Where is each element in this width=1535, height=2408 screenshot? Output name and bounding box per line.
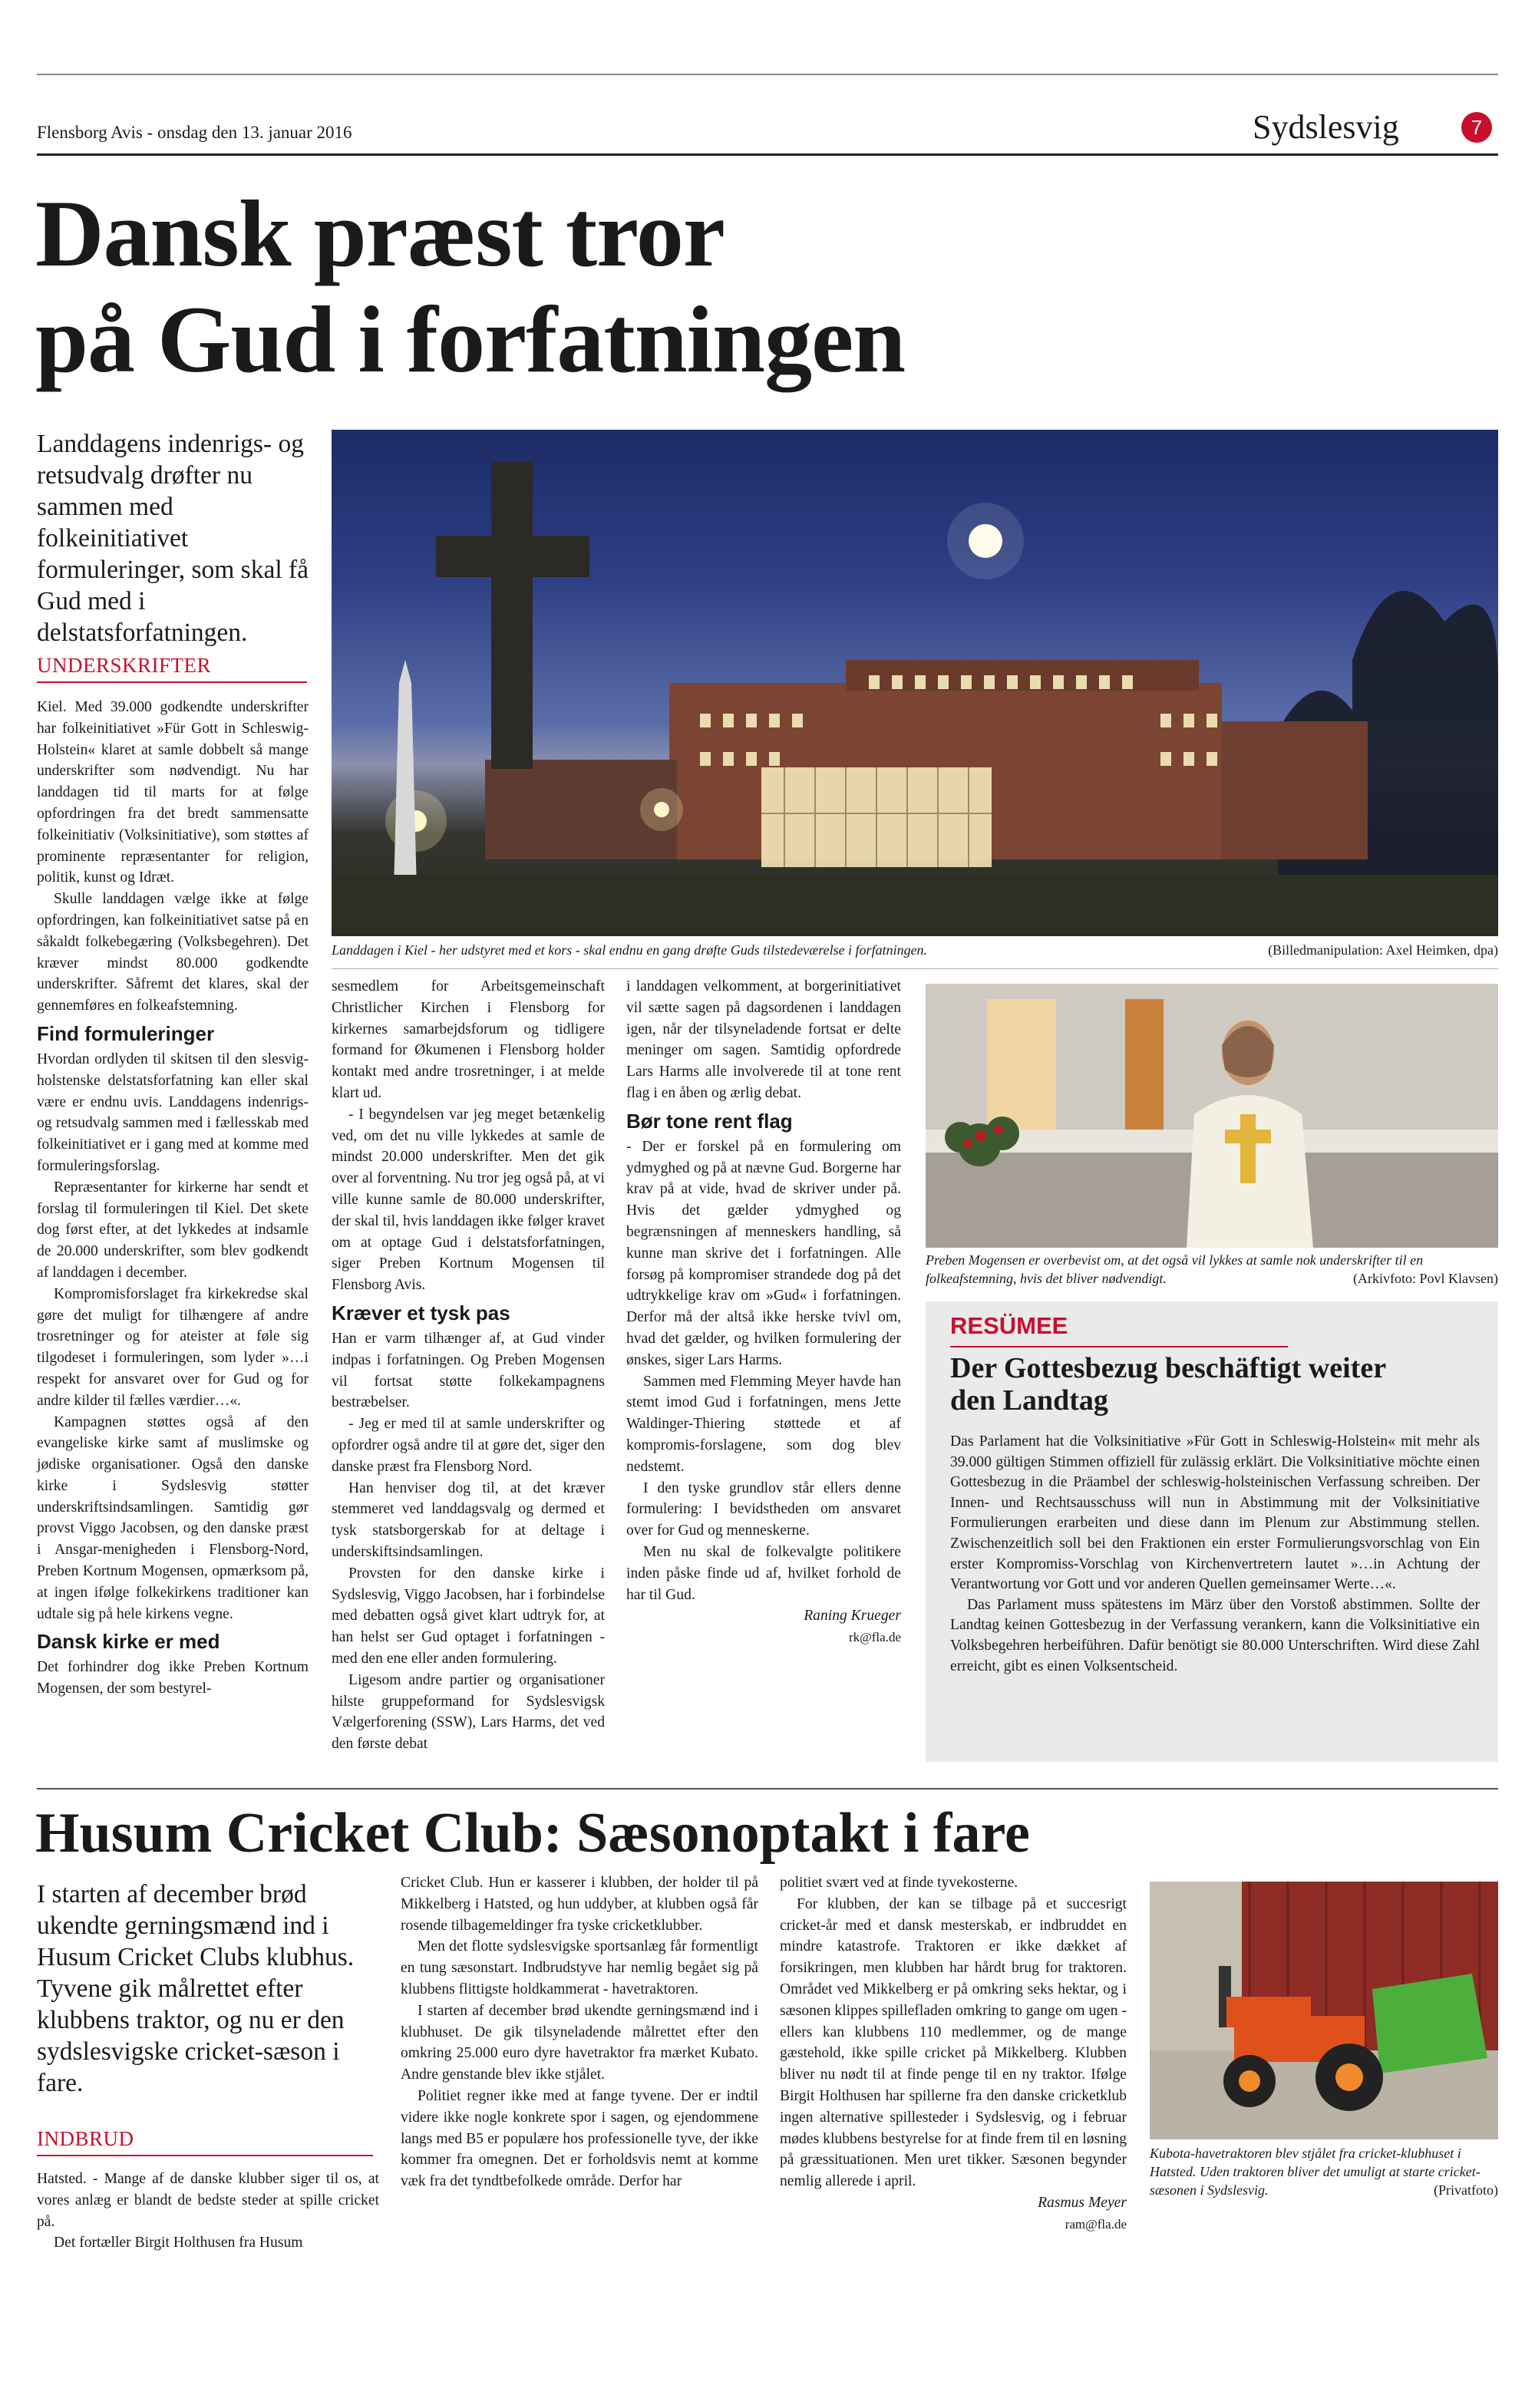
- body-paragraph: i landdagen velkomment, at borgerinitiativet vil sætte sagen på dagsordenen i landdagen igen, når der tilsyneladende fortsat er delte meninger om sagen. Samtidig opfordrede Lars Harms alle involverede til at tone rent flag i en åben og ærlig debat.: [626, 978, 901, 1101]
- tractor-illustration: [1150, 1882, 1498, 2139]
- article-separator: [37, 1788, 1498, 1790]
- photo1-caption-block: [332, 941, 1498, 959]
- photo3-caption: Kubota-havetraktoren blev stjålet fra cricket-klubhuset i Hatsted. Uden traktoren bliver det umuligt at starte cricket-sæsonen i Sydslesvig.: [1150, 2146, 1481, 2198]
- resumee-title: Der Gottesbezug beschäftigt weiter den Landtag: [950, 1352, 1386, 1417]
- body-paragraph: Kampagnen støttes også af den evangeliske kirke samt af muslimske og jødiske organisationer. Også den danske kirke i Sydslesvig støtter underskriftsindsamlingen. Samtidig gør provst Viggo Jacobsen, og den danske præst i Ansgar-menigheden i Flensborg-Nord, Preben Kortnum Mogensen, opmærksom på, at ingen ifølge folkekirkens traditioner kan udtale sig på hele kirkens vegne.: [37, 1413, 309, 1622]
- body-paragraph: politiet svært ved at finde tyvekosterne.: [780, 1875, 1018, 1891]
- body-paragraph: sesmedlem for Arbeitsgemeinschaft Christlicher Kirchen i Flensborg for kirkernes samarbejdsforum og tidligere formand for Økumenen i Flensborg holder kontakt med andre trosretninger, i at melde klart ud.: [332, 978, 605, 1101]
- photo2-caption: Preben Mogensen er overbevist om, at det også vil lykkes at samle nok underskrifter til en folkeafstemning, hvis det bliver nødvendigt.: [926, 1252, 1424, 1286]
- body-paragraph: Han henviser dog til, at det kræver stemmeret ved landdagsvalg og dermed et tysk statsborgerskab for at deltage i underskiftsindsamlingen.: [332, 1479, 605, 1560]
- body-paragraph: For klubben, der kan se tilbage på et succesrigt cricket-år med et dansk mesterskab, er indbruddet en mindre katastrofe. Traktoren er ikke dækket af forsikringen, men klubben har hårdt brug for traktoren. Området ved Mikkelberg er på omkring seks hektar, og i sæsonen klippes spillefladen omkring to gange om ugen - ellers kan klubbens 110 medlemmer, og de mange gæstehold, ikke spille cricket på Mikkelberg. Klubben bliver nu nødt til at finde penge til en ny traktor. Ifølge Birgit Holthusen har spillerne fra den danske cricketklub ingen alternative spillesteder i Sydslesvig, og i februar mødes klubbens bestyrelse for at finde frem til en løsning på græssituationen. Men uret tikker. Sæsonen begynder nemlig allerede i april.: [780, 1895, 1127, 2190]
- subheading: Find formuleringer: [37, 1021, 215, 1045]
- article1-column-3: [626, 976, 901, 1648]
- subheading: Dansk kirke er med: [37, 1630, 220, 1654]
- article2-column-1: [37, 2169, 379, 2254]
- body-paragraph: Politiet regner ikke med at fange tyvene. Der er indtil videre ikke nogle konkrete spor i sagen, og ejendommene langs med B5 er populære hos professionelle tyve, der ikke kommer fra omegnen. Det er forholdsvis nemt at komme væk fra det tyndtbefolkede område. Derfor har: [401, 2087, 758, 2190]
- article2-column-3: [780, 1872, 1127, 2235]
- photo2-credit: (Arkivfoto: Povl Klavsen): [1353, 1271, 1498, 1286]
- header-rule: [37, 153, 1498, 156]
- resumee-label: RESÜMEE: [950, 1312, 1068, 1339]
- body-paragraph: Hatsted. - Mange af de danske klubber siger til os, at vores anlæg er blandt de bedste steder at spille cricket på.: [37, 2171, 379, 2230]
- body-paragraph: Kiel. Med 39.000 godkendte underskrifter har folkeinitiativet »Für Gott in Schleswig-Holstein« klaret at samle dobbelt så mange underskrifter som nødvendigt. Nu har landdagen tid til marts for at følge opfordringen fra det bredt sammensatte folkeinitiativ (Volksinitiative), som støttes af prominente repræsentanter for religion, politik, kunst og Idræt.: [37, 699, 309, 886]
- photo3-caption-block: [1150, 2144, 1498, 2199]
- body-paragraph: - Der er forskel på en formulering om ydmyghed og på at nævne Gud. Borgerne har krav på at vide, hvad de skriver under på. Hvis det gælder ydmyghed og begrænsningen af menneskers handling, så kunne man skrive det i forfatningen. Alle forsøg på kompromiser strandede dog på det udtrykkelige krav om »Gud« i forfatningen. Derfor må der altså ikke herske tvivl om, hvad det gælder, og hvilken formulering der ønskes, siger Lars Harms.: [626, 1138, 901, 1368]
- issue-date: onsdag den 13. januar 2016: [157, 123, 352, 142]
- landtag-photo: [332, 430, 1498, 936]
- body-paragraph: Sammen med Flemming Meyer havde han stemt imod Gud i forfatningen, mens Jette Waldinger-Thiering støttede et af kompromis-forslagene, som dog blev nedstemt.: [626, 1373, 901, 1475]
- body-paragraph: Kompromisforslaget fra kirkekredse skal gøre det muligt for tilhængere af andre trosretninger og for ateister at føle sig tilgodeset i formuleringen, som lyder »…i respekt for ansvaret over for Gud og for andre kilder til fælles værdier…«.: [37, 1285, 309, 1409]
- paper-name: Flensborg Avis -: [37, 123, 157, 142]
- top-rule: [37, 74, 1498, 75]
- subheading: Bør tone rent flag: [626, 1109, 793, 1133]
- kicker-label-2: INDBRUD: [37, 2127, 134, 2150]
- body-paragraph: Repræsentanter for kirkerne har sendt et forslag til formuleringen til Kiel. Det skete dog først efter, at det lykkedes at indsamle de 20.000 underskrifter, som blev godkendt af landdagen i december.: [37, 1179, 309, 1281]
- resumee-paragraph: Das Parlament hat die Volksinitiative »Für Gott in Schleswig-Holstein« mit mehr als 39.000 gültigen Stimmen offiziell für zulässig erklärt. Die Volksinitiative möchte einen Gottesbezug in die Präambel der schleswig-holsteinischen Verfassung schreiben. Der Innen- und Rechtsausschuss will nun in Abstimmung mit der Volksinitiative Formulierungen erarbeiten und diese dann im Plenum zur Abstimmung stellen. Zwischenzeitlich soll bei den Fraktionen ein erster Formulierungsvorschlag von Ein erster Kompromiss-Vorschlag von Kirchenvertretern lautet »…in Achtung der Verantwortung vor Gott und vor anderen Quellen gemeinsamer Werte…«.: [950, 1433, 1480, 1593]
- body-paragraph: Provsten for den danske kirke i Sydslesvig, Viggo Jacobsen, har i forbindelse med debatten også givet klart udtryk for, at han helst ser Gud optaget i forfatningen - med den ene eller anden formulering.: [332, 1565, 605, 1667]
- kicker-label: UNDERSKRIFTER: [37, 654, 212, 677]
- body-paragraph: Men det flotte sydslesvigske sportsanlæg får formentligt en tung sæsonstart. Indbrudstyve har nemlig begået sig på klubbens flittigste holdkammerat - havetraktoren.: [401, 1938, 758, 1997]
- resumee-rule: [950, 1346, 1288, 1347]
- priest-photo: [926, 984, 1498, 1248]
- resumee-box: [926, 1301, 1498, 1762]
- headline-line-2: på Gud i forfatningen: [35, 287, 906, 392]
- cross-icon: [436, 462, 589, 769]
- body-paragraph: Cricket Club. Hun er kasserer i klubben, der holder til på Mikkelberg i Hatsted, og hun uddyber, at klubben også får rosende tilbagemeldinger fra tyske cricketklubber.: [401, 1875, 758, 1934]
- body-paragraph: I starten af december brød ukendte gerningsmænd ind i klubhuset. De gik tilsyneladende målrettet efter den omkring 25.000 euro dyre havetraktor fra mærket Kubato. Andre genstande blev ikke stjålet.: [401, 2002, 758, 2083]
- landtag-illustration: [332, 430, 1498, 936]
- body-paragraph: Det forhindrer dog ikke Preben Kortnum Mogensen, der som bestyrel-: [37, 1659, 309, 1697]
- lead-paragraph-2: I starten af december brød ukendte gerningsmænd ind i Husum Cricket Clubs klubhus. Tyvene gik målrettet efter klubbens traktor, og nu er den sydslesvigske cricket-sæson i fare.: [37, 1880, 355, 2097]
- author-email[interactable]: rk@fla.de: [848, 1630, 901, 1645]
- body-paragraph: Hvordan ordlyden til skitsen til den slesvig-holstenske delstatsforfatning kan eller skal være er endnu uvis. Landdagens indenrigs- og retsudvalg sammen med i fællesskab med folkeinitiativet er i gang med at komme med formuleringsforslag.: [37, 1051, 309, 1174]
- photo1-caption: Landdagen i Kiel - her udstyret med et kors - skal endnu en gang drøfte Guds tilstedeværelse i forfatningen.: [332, 942, 928, 958]
- body-paragraph: Han er varm tilhænger af, at Gud vinder indpas i forfatningen. Og Preben Mogensen vil fortsat støtte folkekampagnens bestræbelser.: [332, 1330, 605, 1411]
- body-paragraph: - I begyndelsen var jeg meget betænkelig ved, om det nu ville lykkedes at samle de mindst 20.000 underskrifter. Men det gik over al forventning. Nu tror jeg også på, at vi ville kunne samle de 80.000 underskrifter, der skal til, hvis landdagen ikke følger kravet om at optage Gud i delstatsforfatningen, siger Preben Kortnum Mogensen til Flensborg Avis.: [332, 1106, 605, 1294]
- headline-line-1: Dansk præst tror: [35, 181, 725, 286]
- lead-paragraph: Landdagens indenrigs- og retsudvalg drøfter nu sammen med folkeinitiativet formuleringer, som skal få Gud med i delstatsforfatningen.: [37, 430, 309, 647]
- photo2-caption-block: [926, 1251, 1498, 1288]
- resumee-body: [950, 1432, 1480, 1677]
- article1-column-2: [332, 976, 605, 1755]
- mower-attachment: [1372, 1974, 1487, 2073]
- body-paragraph: Det fortæller Birgit Holthusen fra Husum: [54, 2235, 303, 2251]
- headline-2: Husum Cricket Club: Sæsonoptakt i fare: [35, 1802, 1030, 1865]
- photo1-credit: (Billedmanipulation: Axel Heimken, dpa): [1268, 942, 1498, 958]
- masthead-line: [37, 123, 352, 143]
- caption-rule: [332, 968, 1498, 969]
- article2-column-2: [401, 1872, 758, 2192]
- headline: [35, 181, 905, 393]
- photo3-credit: (Privatfoto): [1434, 2182, 1498, 2198]
- body-paragraph: Ligesom andre partier og organisationer hilste gruppeformand for Sydslesvigsk Vælgerforening (SSW), Lars Harms, det ved den første debat: [332, 1671, 605, 1753]
- subheading: Kræver et tysk pas: [332, 1301, 510, 1324]
- body-paragraph: Men nu skal de folkevalgte politikere inden påske finde ud af, hvilket forhold de har til Gud.: [626, 1543, 901, 1603]
- article1-column-1: [37, 697, 309, 1700]
- kicker-rule-2: [37, 2155, 373, 2156]
- tractor-photo: [1150, 1882, 1498, 2139]
- author-byline-2: Rasmus Meyer: [1038, 2194, 1127, 2211]
- resumee-paragraph: Das Parlament muss spätestens im März über den Vorstoß abstimmen. Sollte der Landtag keinen Gottesbezug in der Verfassung verankern, kann die Volksinitiative ein Volksbegehren herbeiführen. Dafür benötigt sie 80.000 Unterschriften. Wird diese Zahl erreicht, gibt es einen Volksentscheid.: [950, 1596, 1480, 1674]
- body-paragraph: - Jeg er med til at samle underskrifter og opfordrer også andre til at gøre det, siger den danske præst fra Flensborg Nord.: [332, 1416, 605, 1475]
- kicker-rule: [37, 681, 307, 683]
- body-paragraph: Skulle landdagen vælge ikke at følge opfordringen, kan folkeinitiativet satse på en såkaldt folkebegæring (Volksbegehren). Det kræver mindst 80.000 godkendte underskrifter. Såfremt det klares, skal der gennemføres en folkeafstemning.: [37, 891, 309, 1014]
- page-number-badge: 7: [1461, 112, 1492, 143]
- author-email-2[interactable]: ram@fla.de: [1065, 2216, 1127, 2232]
- author-byline: Raning Krueger: [804, 1608, 901, 1625]
- section-name: Sydslesvig: [1253, 108, 1399, 146]
- priest-illustration: [926, 984, 1498, 1248]
- body-paragraph: I den tyske grundlov står ellers denne formulering: I bevidstheden om ansvaret over for Gud og menneskerne.: [626, 1479, 901, 1539]
